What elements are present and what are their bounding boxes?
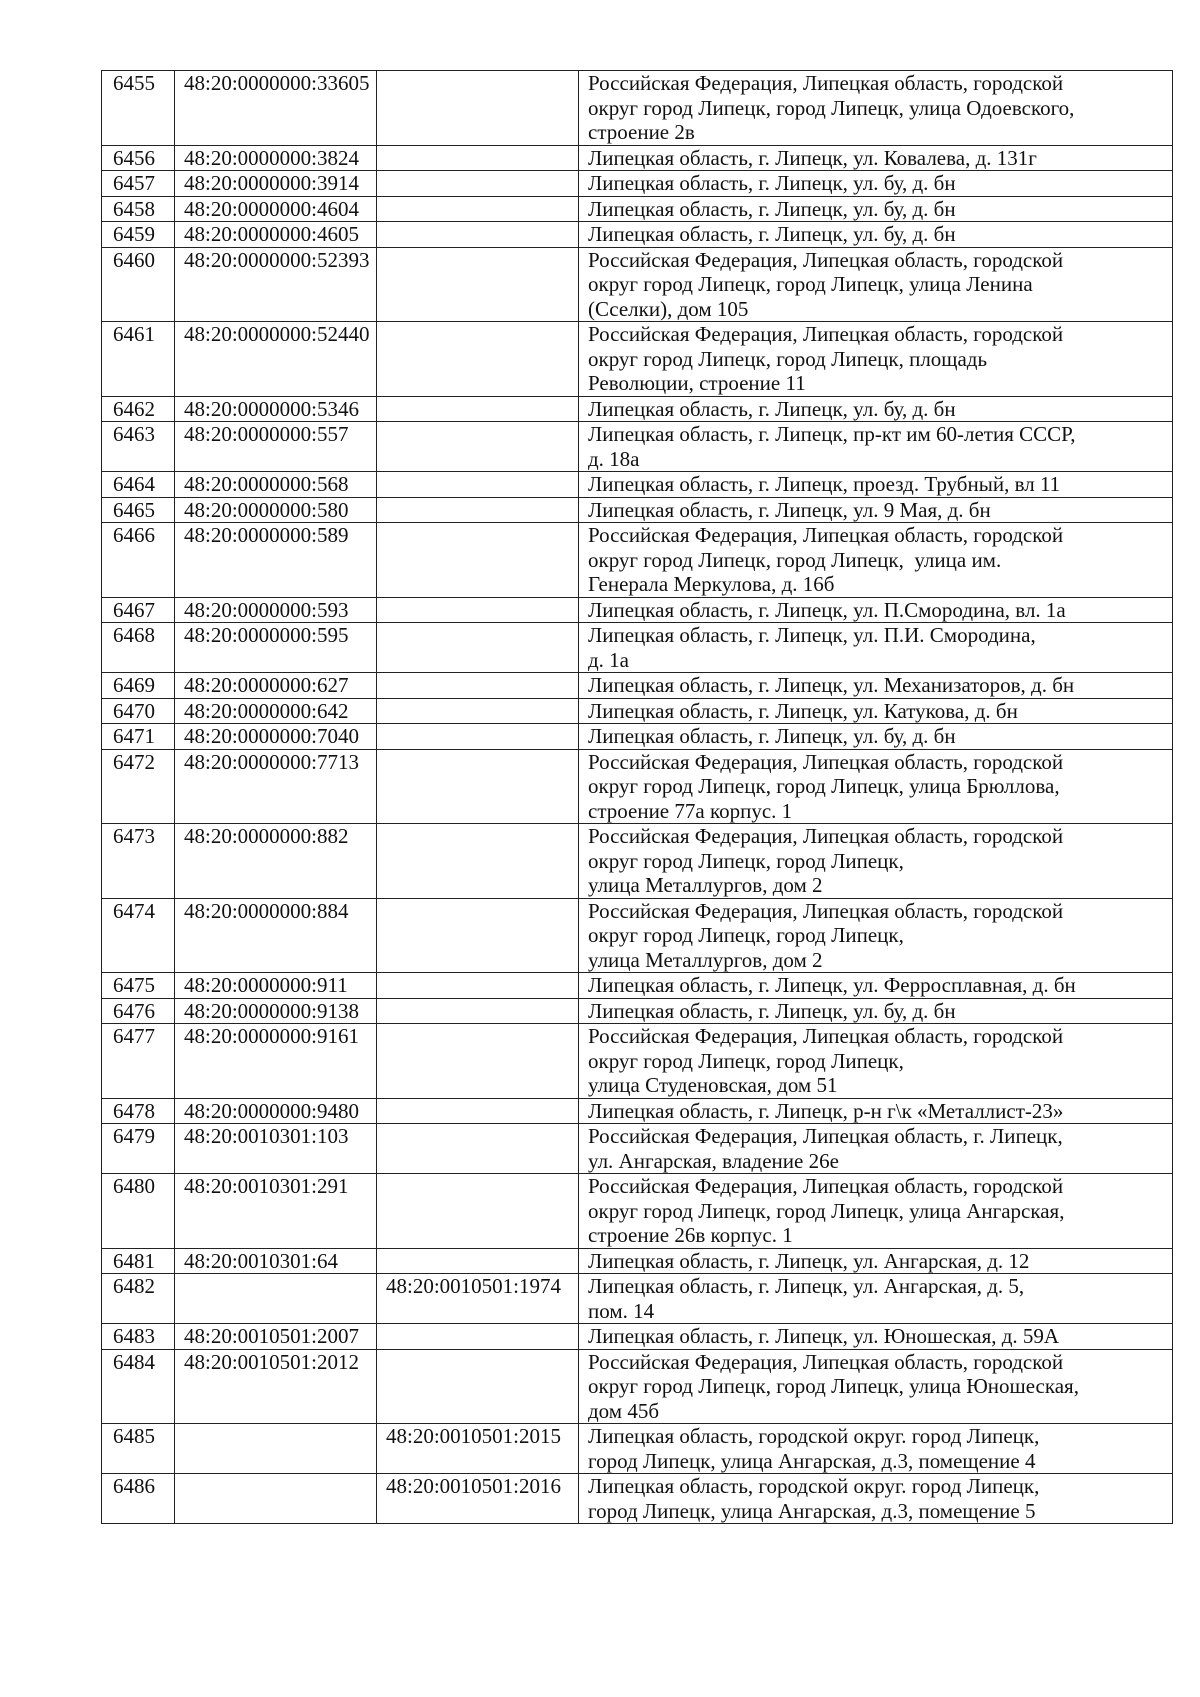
address-cell: Липецкая область, городской округ. город Липецк, город Липецк, улица Ангарская, д.3, помещение 4 [579, 1424, 1173, 1474]
row-number-cell: 6485 [102, 1424, 175, 1474]
row-number-cell: 6486 [102, 1474, 175, 1524]
table-row [102, 973, 1173, 999]
address-cell: Липецкая область, г. Липецк, ул. Ковалева, д. 131г [579, 145, 1173, 171]
table-row [102, 1424, 1173, 1474]
table-row [102, 1474, 1173, 1524]
premises-cadastral-number-cell [377, 422, 579, 472]
table-row [102, 824, 1173, 899]
premises-cadastral-number-cell [377, 724, 579, 750]
premises-cadastral-number-cell [377, 1098, 579, 1124]
address-cell: Российская Федерация, Липецкая область, городской округ город Липецк, город Липецк, улица Ангарская, строение 26в корпус. 1 [579, 1174, 1173, 1249]
cadastral-number-cell: 48:20:0010501:2007 [175, 1324, 377, 1350]
row-number-cell: 6462 [102, 396, 175, 422]
table-row [102, 1274, 1173, 1324]
table-row [102, 1174, 1173, 1249]
cadastral-number-cell: 48:20:0000000:4604 [175, 196, 377, 222]
cadastral-number-cell: 48:20:0000000:4605 [175, 222, 377, 248]
address-cell: Российская Федерация, Липецкая область, городской округ город Липецк, город Липецк, улица Юношеская, дом 45б [579, 1349, 1173, 1424]
row-number-cell: 6471 [102, 724, 175, 750]
table-row [102, 322, 1173, 397]
table-row [102, 497, 1173, 523]
address-cell: Липецкая область, г. Липецк, ул. бу, д. бн [579, 171, 1173, 197]
table-row [102, 523, 1173, 598]
premises-cadastral-number-cell [377, 222, 579, 248]
address-cell: Липецкая область, г. Липецк, ул. П.И. Смородина, д. 1а [579, 623, 1173, 673]
address-cell: Российская Федерация, Липецкая область, городской округ город Липецк, город Липецк, улица Металлургов, дом 2 [579, 898, 1173, 973]
cadastral-number-cell [175, 1424, 377, 1474]
cadastral-number-cell: 48:20:0000000:5346 [175, 396, 377, 422]
address-cell: Липецкая область, г. Липецк, р-н г\к «Металлист-23» [579, 1098, 1173, 1124]
registry-table-body [102, 71, 1173, 1524]
cadastral-number-cell: 48:20:0010301:64 [175, 1248, 377, 1274]
row-number-cell: 6469 [102, 673, 175, 699]
address-cell: Российская Федерация, Липецкая область, городской округ город Липецк, город Липецк, площадь Революции, строение 11 [579, 322, 1173, 397]
premises-cadastral-number-cell [377, 396, 579, 422]
table-row [102, 724, 1173, 750]
cadastral-number-cell: 48:20:0000000:882 [175, 824, 377, 899]
address-cell: Липецкая область, г. Липецк, ул. П.Смородина, вл. 1а [579, 597, 1173, 623]
row-number-cell: 6463 [102, 422, 175, 472]
row-number-cell: 6467 [102, 597, 175, 623]
cadastral-number-cell: 48:20:0000000:642 [175, 698, 377, 724]
address-cell: Липецкая область, г. Липецк, ул. 9 Мая, д. бн [579, 497, 1173, 523]
cadastral-number-cell: 48:20:0000000:33605 [175, 71, 377, 146]
address-cell: Липецкая область, г. Липецк, ул. Механизаторов, д. бн [579, 673, 1173, 699]
cadastral-number-cell: 48:20:0010301:291 [175, 1174, 377, 1249]
table-row [102, 597, 1173, 623]
cadastral-number-cell: 48:20:0000000:7040 [175, 724, 377, 750]
premises-cadastral-number-cell [377, 1324, 579, 1350]
premises-cadastral-number-cell [377, 973, 579, 999]
cadastral-number-cell: 48:20:0000000:9161 [175, 1024, 377, 1099]
premises-cadastral-number-cell [377, 472, 579, 498]
row-number-cell: 6468 [102, 623, 175, 673]
table-row [102, 898, 1173, 973]
premises-cadastral-number-cell [377, 1124, 579, 1174]
address-cell: Липецкая область, г. Липецк, ул. бу, д. бн [579, 396, 1173, 422]
table-row [102, 247, 1173, 322]
address-cell: Липецкая область, г. Липецк, ул. Ангарская, д. 5, пом. 14 [579, 1274, 1173, 1324]
row-number-cell: 6479 [102, 1124, 175, 1174]
table-row [102, 998, 1173, 1024]
table-row [102, 196, 1173, 222]
premises-cadastral-number-cell [377, 196, 579, 222]
premises-cadastral-number-cell [377, 824, 579, 899]
cadastral-number-cell: 48:20:0000000:884 [175, 898, 377, 973]
premises-cadastral-number-cell [377, 898, 579, 973]
premises-cadastral-number-cell [377, 1349, 579, 1424]
table-row [102, 1349, 1173, 1424]
premises-cadastral-number-cell [377, 1248, 579, 1274]
address-cell: Липецкая область, г. Липецк, ул. бу, д. бн [579, 998, 1173, 1024]
row-number-cell: 6481 [102, 1248, 175, 1274]
table-row [102, 222, 1173, 248]
row-number-cell: 6466 [102, 523, 175, 598]
cadastral-number-cell: 48:20:0010301:103 [175, 1124, 377, 1174]
table-row [102, 1248, 1173, 1274]
address-cell: Липецкая область, г. Липецк, ул. Катукова, д. бн [579, 698, 1173, 724]
table-row [102, 1324, 1173, 1350]
cadastral-number-cell: 48:20:0000000:911 [175, 973, 377, 999]
cadastral-number-cell: 48:20:0000000:52393 [175, 247, 377, 322]
address-cell: Липецкая область, г. Липецк, ул. бу, д. бн [579, 724, 1173, 750]
table-row [102, 623, 1173, 673]
premises-cadastral-number-cell [377, 1024, 579, 1099]
premises-cadastral-number-cell [377, 749, 579, 824]
address-cell: Российская Федерация, Липецкая область, г. Липецк, ул. Ангарская, владение 26е [579, 1124, 1173, 1174]
table-row [102, 673, 1173, 699]
cadastral-number-cell: 48:20:0000000:7713 [175, 749, 377, 824]
cadastral-number-cell [175, 1474, 377, 1524]
premises-cadastral-number-cell [377, 597, 579, 623]
address-cell: Липецкая область, г. Липецк, пр-кт им 60-летия СССР, д. 18а [579, 422, 1173, 472]
row-number-cell: 6483 [102, 1324, 175, 1350]
table-row [102, 1024, 1173, 1099]
row-number-cell: 6484 [102, 1349, 175, 1424]
row-number-cell: 6465 [102, 497, 175, 523]
table-row [102, 171, 1173, 197]
cadastral-number-cell: 48:20:0000000:9480 [175, 1098, 377, 1124]
row-number-cell: 6472 [102, 749, 175, 824]
table-row [102, 145, 1173, 171]
table-row [102, 71, 1173, 146]
table-row [102, 1124, 1173, 1174]
address-cell: Липецкая область, г. Липецк, ул. бу, д. бн [579, 196, 1173, 222]
address-cell: Липецкая область, г. Липецк, ул. Ангарская, д. 12 [579, 1248, 1173, 1274]
row-number-cell: 6473 [102, 824, 175, 899]
premises-cadastral-number-cell: 48:20:0010501:1974 [377, 1274, 579, 1324]
table-row [102, 472, 1173, 498]
address-cell: Российская Федерация, Липецкая область, городской округ город Липецк, город Липецк, улица Металлургов, дом 2 [579, 824, 1173, 899]
row-number-cell: 6459 [102, 222, 175, 248]
premises-cadastral-number-cell [377, 523, 579, 598]
cadastral-number-cell: 48:20:0000000:593 [175, 597, 377, 623]
cadastral-number-cell [175, 1274, 377, 1324]
premises-cadastral-number-cell [377, 145, 579, 171]
table-row [102, 1098, 1173, 1124]
row-number-cell: 6455 [102, 71, 175, 146]
cadastral-number-cell: 48:20:0000000:568 [175, 472, 377, 498]
premises-cadastral-number-cell [377, 497, 579, 523]
table-row [102, 749, 1173, 824]
row-number-cell: 6476 [102, 998, 175, 1024]
premises-cadastral-number-cell: 48:20:0010501:2015 [377, 1424, 579, 1474]
address-cell: Российская Федерация, Липецкая область, городской округ город Липецк, город Липецк, улица Одоевского, строение 2в [579, 71, 1173, 146]
row-number-cell: 6457 [102, 171, 175, 197]
row-number-cell: 6478 [102, 1098, 175, 1124]
address-cell: Российская Федерация, Липецкая область, городской округ город Липецк, город Липецк, улица Брюллова, строение 77а корпус. 1 [579, 749, 1173, 824]
table-row [102, 422, 1173, 472]
table-row [102, 396, 1173, 422]
premises-cadastral-number-cell [377, 623, 579, 673]
row-number-cell: 6474 [102, 898, 175, 973]
cadastral-number-cell: 48:20:0000000:9138 [175, 998, 377, 1024]
row-number-cell: 6464 [102, 472, 175, 498]
row-number-cell: 6461 [102, 322, 175, 397]
address-cell: Липецкая область, г. Липецк, проезд. Трубный, вл 11 [579, 472, 1173, 498]
address-cell: Российская Федерация, Липецкая область, городской округ город Липецк, город Липецк, улица Студеновская, дом 51 [579, 1024, 1173, 1099]
premises-cadastral-number-cell [377, 998, 579, 1024]
cadastral-number-cell: 48:20:0000000:52440 [175, 322, 377, 397]
row-number-cell: 6480 [102, 1174, 175, 1249]
row-number-cell: 6470 [102, 698, 175, 724]
address-cell: Липецкая область, г. Липецк, ул. Юношеская, д. 59А [579, 1324, 1173, 1350]
premises-cadastral-number-cell [377, 322, 579, 397]
cadastral-number-cell: 48:20:0000000:580 [175, 497, 377, 523]
cadastral-number-cell: 48:20:0000000:557 [175, 422, 377, 472]
address-cell: Российская Федерация, Липецкая область, городской округ город Липецк, город Липецк, улица Ленина (Сселки), дом 105 [579, 247, 1173, 322]
cadastral-number-cell: 48:20:0000000:595 [175, 623, 377, 673]
premises-cadastral-number-cell [377, 71, 579, 146]
cadastral-number-cell: 48:20:0000000:589 [175, 523, 377, 598]
cadastral-number-cell: 48:20:0000000:3914 [175, 171, 377, 197]
row-number-cell: 6456 [102, 145, 175, 171]
address-cell: Липецкая область, г. Липецк, ул. бу, д. бн [579, 222, 1173, 248]
premises-cadastral-number-cell [377, 171, 579, 197]
address-cell: Липецкая область, г. Липецк, ул. Ферросплавная, д. бн [579, 973, 1173, 999]
table-row [102, 698, 1173, 724]
address-cell: Липецкая область, городской округ. город Липецк, город Липецк, улица Ангарская, д.3, помещение 5 [579, 1474, 1173, 1524]
premises-cadastral-number-cell: 48:20:0010501:2016 [377, 1474, 579, 1524]
address-cell: Российская Федерация, Липецкая область, городской округ город Липецк, город Липецк, улица им. Генерала Меркулова, д. 16б [579, 523, 1173, 598]
premises-cadastral-number-cell [377, 673, 579, 699]
premises-cadastral-number-cell [377, 698, 579, 724]
row-number-cell: 6458 [102, 196, 175, 222]
cadastral-number-cell: 48:20:0010501:2012 [175, 1349, 377, 1424]
row-number-cell: 6460 [102, 247, 175, 322]
row-number-cell: 6482 [102, 1274, 175, 1324]
cadastral-number-cell: 48:20:0000000:3824 [175, 145, 377, 171]
registry-table [101, 70, 1173, 1524]
cadastral-number-cell: 48:20:0000000:627 [175, 673, 377, 699]
row-number-cell: 6477 [102, 1024, 175, 1099]
premises-cadastral-number-cell [377, 247, 579, 322]
row-number-cell: 6475 [102, 973, 175, 999]
premises-cadastral-number-cell [377, 1174, 579, 1249]
